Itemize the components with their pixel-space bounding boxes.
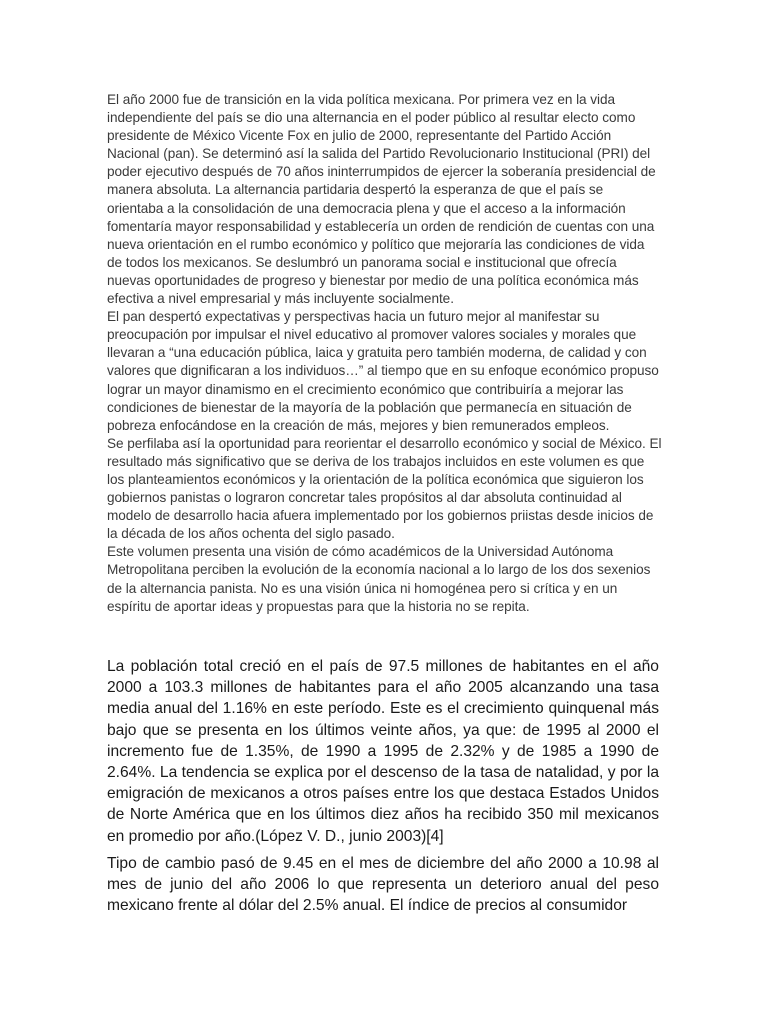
exchange-rate-paragraph: Tipo de cambio pasó de 9.45 en el mes de diciembre del año 2000 a 10.98 al mes de junio del año 2006 lo que representa un deterioro anual del peso mexicano frente al dólar del 2.5% anual. El índice de precios al consumidor (107, 855, 659, 915)
intro-paragraph-1: El año 2000 fue de transición en la vida política mexicana. Por primera vez en la vida independiente del país se dio una alternancia en el poder público al resultar electo como presidente de México Vicente Fox en julio de 2000, representante del Partido Acción Nacional (pan). Se determinó así la salida del Partido Revolucionario Institucional (PRI) del poder ejecutivo después de 70 años ininterrumpidos de ejercer la soberanía presidencial de manera absoluta. La alternancia partidaria despertó la esperanza de que el país se orientaba a la consolidación de una democracia plena y que el acceso a la información fomentaría mayor responsabilidad y establecería un orden de rendición de cuentas con una nueva orientación en el rumbo económico y político que mejoraría las condiciones de vida de todos los mexicanos. Se deslumbró un panorama social e institucional que ofrecía nuevas oportunidades de progreso y bienestar por medio de una política económica más efectiva a nivel empresarial y más incluyente socialmente. (107, 92, 656, 307)
intro-paragraph-2: El pan despertó expectativas y perspectivas hacia un futuro mejor al manifestar su preocupación por impulsar el nivel educativo al promover valores sociales y morales que llevaran a “una educación pública, laica y gratuita pero también moderna, de calidad y con valores que dignificaran a los individuos…” al tiempo que en su enfoque económico propuso lograr un mayor dinamismo en el crecimiento económico que contribuiría a mejorar las condiciones de bienestar de la mayoría de la población que permanecía en situación de pobreza enfocándose en la creación de más, mejores y bien remunerados empleos. (107, 309, 659, 433)
intro-paragraph-3: Se perfilaba así la oportunidad para reorientar el desarrollo económico y social de México. El resultado más significativo que se deriva de los trabajos incluidos en este volumen es que los planteamientos económicos y la orientación de la política económica que siguieron los gobiernos panistas o lograron concretar tales propósitos al dar absoluta continuidad al modelo de desarrollo hacia afuera implementado por los gobiernos priistas desde inicios de la década de los años ochenta del siglo pasado. (107, 435, 662, 542)
intro-text-block (107, 91, 662, 616)
population-paragraph: La población total creció en el país de 97.5 millones de habitantes en el año 2000 a 103.3 millones de habitantes para el año 2005 alcanzando una tasa media anual del 1.16% en este período. Este es el crecimiento quinquenal más bajo que se presenta en los últimos veinte años, ya que: de 1995 al 2000 el incremento fue de 1.35%, de 1990 a 1995 de 2.32% y de 1985 a 1990 de 2.64%. La tendencia se explica por el descenso de la tasa de natalidad, y por la emigración de mexicanos a otros países entre los que destaca Estados Unidos de Norte América que en los últimos diez años ha recibido 350 mil mexicanos en promedio por año.(López V. D., junio 2003)[4] (107, 658, 659, 845)
intro-paragraph-4: Este volumen presenta una visión de cómo académicos de la Universidad Autónoma Metropolitana perciben la evolución de la economía nacional a lo largo de los dos sexenios de la alternancia panista. No es una visión única ni homogénea pero si crítica y en un espíritu de aportar ideas y propuestas para que la historia no se repita. (107, 544, 651, 614)
